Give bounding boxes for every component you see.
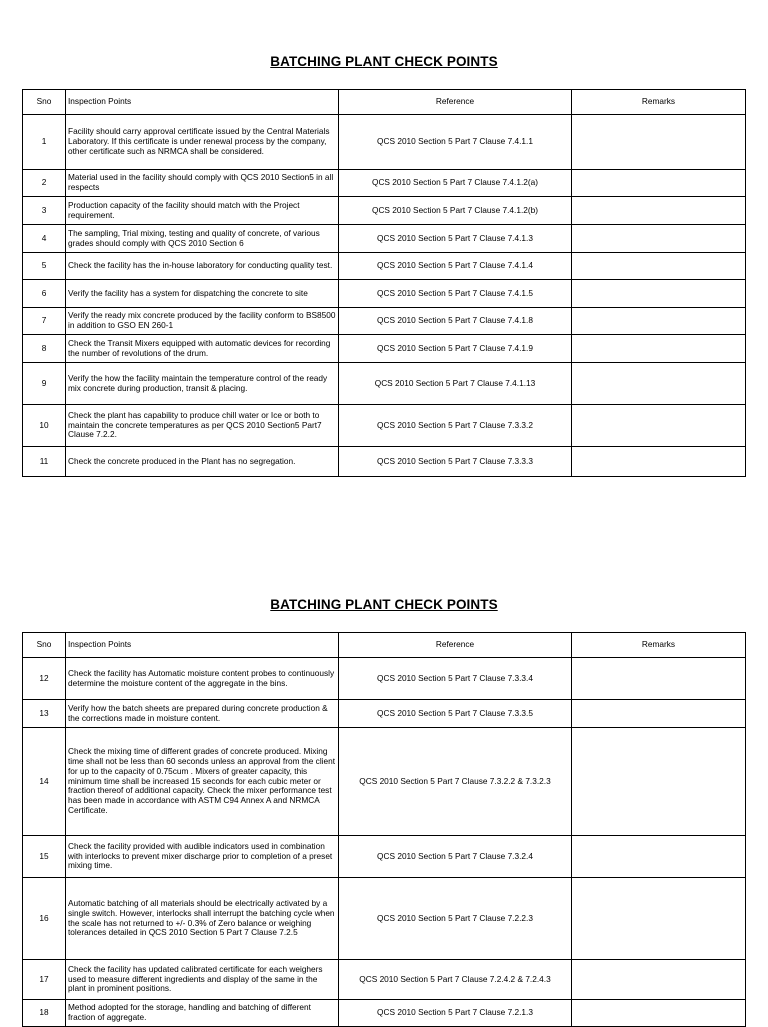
row-inspection-point: Check the Transit Mixers equipped with automatic devices for recording the number of revolutions of the drum. xyxy=(66,335,339,363)
row-reference: QCS 2010 Section 5 Part 7 Clause 7.2.4.2 & 7.2.4.3 xyxy=(339,960,572,1000)
row-sno: 5 xyxy=(23,253,66,280)
row-inspection-point: Check the concrete produced in the Plant has no segregation. xyxy=(66,447,339,477)
checkpoints-table xyxy=(22,89,746,477)
row-sno: 15 xyxy=(23,836,66,878)
table-row xyxy=(23,658,746,700)
row-sno: 13 xyxy=(23,700,66,728)
row-reference: QCS 2010 Section 5 Part 7 Clause 7.3.3.2 xyxy=(339,405,572,447)
row-reference: QCS 2010 Section 5 Part 7 Clause 7.2.2.3 xyxy=(339,878,572,960)
row-remarks xyxy=(572,1000,746,1027)
row-sno: 7 xyxy=(23,308,66,335)
header-reference: Reference xyxy=(339,633,572,658)
row-inspection-point: Check the facility has the in-house laboratory for conducting quality test. xyxy=(66,253,339,280)
row-reference: QCS 2010 Section 5 Part 7 Clause 7.2.1.3 xyxy=(339,1000,572,1027)
row-sno: 9 xyxy=(23,363,66,405)
row-sno: 11 xyxy=(23,447,66,477)
row-inspection-point: Verify the ready mix concrete produced by the facility conform to BS8500 in addition to GSO EN 260-1 xyxy=(66,308,339,335)
row-reference: QCS 2010 Section 5 Part 7 Clause 7.3.3.4 xyxy=(339,658,572,700)
table-row xyxy=(23,335,746,363)
row-reference: QCS 2010 Section 5 Part 7 Clause 7.4.1.4 xyxy=(339,253,572,280)
row-inspection-point: Verify the facility has a system for dispatching the concrete to site xyxy=(66,280,339,308)
row-inspection-point: Verify the how the facility maintain the temperature control of the ready mix concrete during production, transit & placing. xyxy=(66,363,339,405)
row-reference: QCS 2010 Section 5 Part 7 Clause 7.4.1.5 xyxy=(339,280,572,308)
header-sno: Sno xyxy=(23,633,66,658)
row-inspection-point: Check the facility has Automatic moisture content probes to continuously determine the moisture content of the aggregate in the bins. xyxy=(66,658,339,700)
row-reference: QCS 2010 Section 5 Part 7 Clause 7.4.1.2(a) xyxy=(339,170,572,197)
row-inspection-point: Facility should carry approval certificate issued by the Central Materials Laboratory. If this certificate is under renewal process by the company, other certificate such as NRMCA shall be considered. xyxy=(66,115,339,170)
row-remarks xyxy=(572,405,746,447)
row-reference: QCS 2010 Section 5 Part 7 Clause 7.3.2.4 xyxy=(339,836,572,878)
table-row xyxy=(23,253,746,280)
row-sno: 2 xyxy=(23,170,66,197)
row-remarks xyxy=(572,836,746,878)
checkpoints-table xyxy=(22,632,746,1027)
row-reference: QCS 2010 Section 5 Part 7 Clause 7.4.1.2(b) xyxy=(339,197,572,225)
row-remarks xyxy=(572,447,746,477)
table-row xyxy=(23,447,746,477)
row-inspection-point: Verify how the batch sheets are prepared during concrete production & the corrections made in moisture content. xyxy=(66,700,339,728)
row-inspection-point: Check the facility provided with audible indicators used in combination with interlocks to prevent mixer discharge prior to completion of a preset mixing time. xyxy=(66,836,339,878)
row-sno: 17 xyxy=(23,960,66,1000)
page-title: BATCHING PLANT CHECK POINTS xyxy=(270,54,498,69)
row-remarks xyxy=(572,253,746,280)
row-sno: 16 xyxy=(23,878,66,960)
row-remarks xyxy=(572,280,746,308)
row-remarks xyxy=(572,658,746,700)
row-sno: 14 xyxy=(23,728,66,836)
row-inspection-point: Method adopted for the storage, handling and batching of different fraction of aggregate. xyxy=(66,1000,339,1027)
header-remarks: Remarks xyxy=(572,90,746,115)
row-remarks xyxy=(572,363,746,405)
row-reference: QCS 2010 Section 5 Part 7 Clause 7.3.2.2 & 7.3.2.3 xyxy=(339,728,572,836)
row-remarks xyxy=(572,335,746,363)
row-sno: 4 xyxy=(23,225,66,253)
row-remarks xyxy=(572,308,746,335)
table-row xyxy=(23,363,746,405)
row-inspection-point: Check the mixing time of different grades of concrete produced. Mixing time shall not be less than 60 seconds unless an approval from the client for up to the capacity of 0.75cum . Mixers of greater capacity, this minimum time shall be increased 15 seconds for each cubic meter or fraction thereof of additional capacity. Check the mixer performance test has been made in accordance with ASTM C94 Annex A and NRMCA Certificate. xyxy=(66,728,339,836)
table-row xyxy=(23,836,746,878)
row-sno: 6 xyxy=(23,280,66,308)
page-title: BATCHING PLANT CHECK POINTS xyxy=(270,597,498,612)
row-remarks xyxy=(572,878,746,960)
row-reference: QCS 2010 Section 5 Part 7 Clause 7.4.1.8 xyxy=(339,308,572,335)
row-inspection-point: The sampling, Trial mixing, testing and quality of concrete, of various grades should comply with QCS 2010 Section 6 xyxy=(66,225,339,253)
table-row xyxy=(23,878,746,960)
header-remarks: Remarks xyxy=(572,633,746,658)
table-row xyxy=(23,225,746,253)
row-sno: 10 xyxy=(23,405,66,447)
header-sno: Sno xyxy=(23,90,66,115)
table-row xyxy=(23,308,746,335)
row-sno: 8 xyxy=(23,335,66,363)
table-row xyxy=(23,728,746,836)
row-remarks xyxy=(572,225,746,253)
row-reference: QCS 2010 Section 5 Part 7 Clause 7.3.3.3 xyxy=(339,447,572,477)
row-reference: QCS 2010 Section 5 Part 7 Clause 7.4.1.1 xyxy=(339,115,572,170)
table-row xyxy=(23,197,746,225)
table-row xyxy=(23,960,746,1000)
row-sno: 18 xyxy=(23,1000,66,1027)
header-inspection-points: Inspection Points xyxy=(66,90,339,115)
row-remarks xyxy=(572,700,746,728)
row-sno: 1 xyxy=(23,115,66,170)
table-row xyxy=(23,1000,746,1027)
row-inspection-point: Check the facility has updated calibrated certificate for each weighers used to measure different ingredients and display of the same in the plant in prominent positions. xyxy=(66,960,339,1000)
row-remarks xyxy=(572,197,746,225)
row-inspection-point: Automatic batching of all materials should be electrically activated by a single switch. However, interlocks shall interrupt the batching cycle when the scale has not returned to +/- 0.3% of Zero balance or weighing tolerances detailed in QCS 2010 Section 5 Part 7 Clause 7.2.5 xyxy=(66,878,339,960)
row-reference: QCS 2010 Section 5 Part 7 Clause 7.4.1.13 xyxy=(339,363,572,405)
row-sno: 12 xyxy=(23,658,66,700)
table-row xyxy=(23,115,746,170)
row-inspection-point: Material used in the facility should comply with QCS 2010 Section5 in all respects xyxy=(66,170,339,197)
row-reference: QCS 2010 Section 5 Part 7 Clause 7.4.1.3 xyxy=(339,225,572,253)
row-remarks xyxy=(572,115,746,170)
row-remarks xyxy=(572,170,746,197)
row-reference: QCS 2010 Section 5 Part 7 Clause 7.4.1.9 xyxy=(339,335,572,363)
row-inspection-point: Check the plant has capability to produce chill water or Ice or both to maintain the concrete temperatures as per QCS 2010 Section5 Part7 Clause 7.2.2. xyxy=(66,405,339,447)
row-sno: 3 xyxy=(23,197,66,225)
row-inspection-point: Production capacity of the facility should match with the Project requirement. xyxy=(66,197,339,225)
header-reference: Reference xyxy=(339,90,572,115)
table-row xyxy=(23,700,746,728)
row-reference: QCS 2010 Section 5 Part 7 Clause 7.3.3.5 xyxy=(339,700,572,728)
row-remarks xyxy=(572,960,746,1000)
row-remarks xyxy=(572,728,746,836)
header-inspection-points: Inspection Points xyxy=(66,633,339,658)
table-row xyxy=(23,170,746,197)
table-row xyxy=(23,405,746,447)
table-row xyxy=(23,280,746,308)
